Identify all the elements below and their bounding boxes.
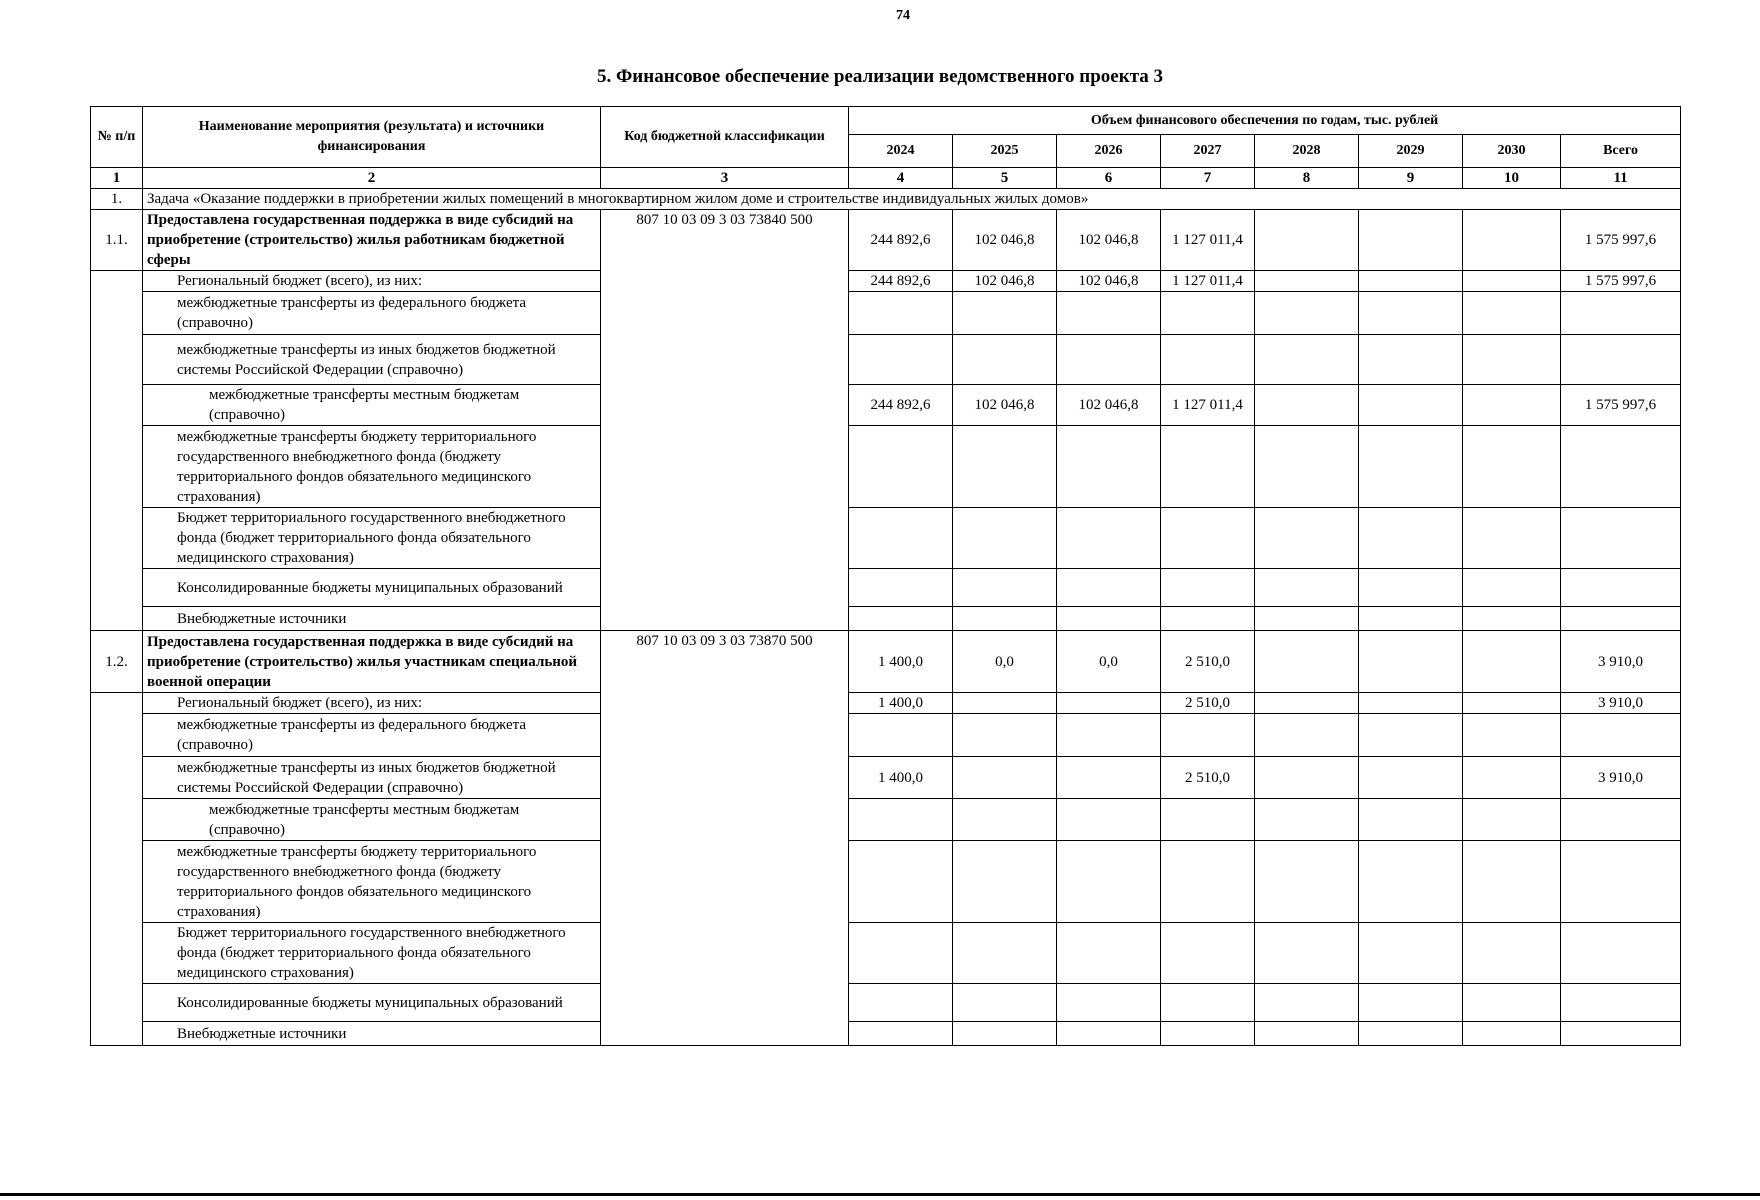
value-cell: [849, 984, 953, 1022]
value-cell: [1463, 693, 1561, 714]
value-cell: 244 892,6: [849, 271, 953, 292]
header-year: 2025: [953, 135, 1057, 168]
col-number: 5: [953, 168, 1057, 189]
value-cell: [1463, 607, 1561, 631]
value-cell: [1255, 292, 1359, 335]
value-cell: 1 575 997,6: [1561, 385, 1681, 426]
source-label: Бюджет территориального государственного внебюджетного фонда (бюджет территориального фонда обязательного медицинского страхования): [143, 923, 601, 984]
value-cell: [1255, 569, 1359, 607]
budget-code: 807 10 03 09 3 03 73870 500: [601, 631, 849, 1046]
source-row: [91, 607, 1681, 631]
value-cell: [1561, 1022, 1681, 1046]
value-cell: [849, 1022, 953, 1046]
header-year: 2027: [1161, 135, 1255, 168]
value-cell: [1463, 426, 1561, 508]
header-year: 2028: [1255, 135, 1359, 168]
source-row: [91, 841, 1681, 923]
section-name: Предоставлена государственная поддержка в виде субсидий на приобретение (строительство) жилья работникам бюджетной сферы: [143, 210, 601, 271]
budget-code: 807 10 03 09 3 03 73840 500: [601, 210, 849, 631]
value-cell: [1255, 508, 1359, 569]
source-row: [91, 271, 1681, 292]
value-cell: [1561, 799, 1681, 841]
value-cell: [1057, 508, 1161, 569]
header-year: 2029: [1359, 135, 1463, 168]
value-cell: [953, 508, 1057, 569]
value-cell: [1255, 385, 1359, 426]
source-label: Региональный бюджет (всего), из них:: [143, 693, 601, 714]
value-cell: 1 127 011,4: [1161, 271, 1255, 292]
value-cell: [849, 799, 953, 841]
source-label: Консолидированные бюджеты муниципальных образований: [143, 569, 601, 607]
value-cell: 0,0: [953, 631, 1057, 693]
source-row: [91, 984, 1681, 1022]
value-cell: [1463, 984, 1561, 1022]
value-cell: [1359, 292, 1463, 335]
value-cell: [1463, 714, 1561, 757]
value-cell: 102 046,8: [953, 385, 1057, 426]
section-num: 1.2.: [91, 631, 143, 693]
value-cell: [953, 292, 1057, 335]
value-cell: [953, 607, 1057, 631]
value-cell: [1057, 1022, 1161, 1046]
value-cell: 1 127 011,4: [1161, 210, 1255, 271]
source-label: Региональный бюджет (всего), из них:: [143, 271, 601, 292]
value-cell: [1463, 385, 1561, 426]
value-cell: [1161, 1022, 1255, 1046]
header-code: Код бюджетной классификации: [601, 107, 849, 168]
value-cell: [1561, 569, 1681, 607]
value-cell: [1057, 923, 1161, 984]
value-cell: [1359, 271, 1463, 292]
section-num: 1.1.: [91, 210, 143, 271]
value-cell: [1463, 292, 1561, 335]
task-text: Задача «Оказание поддержки в приобретении жилых помещений в многоквартирном жилом доме и строительстве индивидуальных жилых домов»: [143, 189, 1681, 210]
value-cell: [953, 714, 1057, 757]
value-cell: [1463, 757, 1561, 799]
value-cell: [1561, 714, 1681, 757]
value-cell: [1255, 799, 1359, 841]
value-cell: [1561, 335, 1681, 385]
value-cell: 0,0: [1057, 631, 1161, 693]
page-number: 74: [896, 8, 910, 23]
value-cell: [1463, 271, 1561, 292]
value-cell: [1057, 607, 1161, 631]
value-cell: [1359, 841, 1463, 923]
value-cell: [1255, 693, 1359, 714]
value-cell: [1463, 1022, 1561, 1046]
value-cell: 1 575 997,6: [1561, 271, 1681, 292]
value-cell: 102 046,8: [1057, 271, 1161, 292]
value-cell: [1161, 335, 1255, 385]
value-cell: [1561, 508, 1681, 569]
value-cell: [1561, 984, 1681, 1022]
value-cell: [1255, 426, 1359, 508]
value-cell: 102 046,8: [953, 210, 1057, 271]
header-volume: Объем финансового обеспечения по годам, тыс. рублей: [849, 107, 1681, 135]
value-cell: [1359, 508, 1463, 569]
header-year: 2026: [1057, 135, 1161, 168]
value-cell: [1561, 426, 1681, 508]
source-label: межбюджетные трансферты из иных бюджетов бюджетной системы Российской Федерации (справочно): [143, 757, 601, 799]
source-label: межбюджетные трансферты из иных бюджетов бюджетной системы Российской Федерации (справочно): [143, 335, 601, 385]
value-cell: [1463, 923, 1561, 984]
value-cell: [953, 569, 1057, 607]
source-row: [91, 923, 1681, 984]
source-row: [91, 508, 1681, 569]
source-row: [91, 569, 1681, 607]
value-cell: 244 892,6: [849, 210, 953, 271]
value-cell: 102 046,8: [1057, 210, 1161, 271]
value-cell: 102 046,8: [1057, 385, 1161, 426]
col-number: 8: [1255, 168, 1359, 189]
value-cell: [1057, 569, 1161, 607]
value-cell: [1359, 631, 1463, 693]
value-cell: [1359, 607, 1463, 631]
value-cell: [1359, 714, 1463, 757]
value-cell: 1 400,0: [849, 693, 953, 714]
value-cell: [1359, 1022, 1463, 1046]
value-cell: [1161, 799, 1255, 841]
source-label: Бюджет территориального государственного внебюджетного фонда (бюджет территориального фонда обязательного медицинского страхования): [143, 508, 601, 569]
value-cell: [1161, 508, 1255, 569]
col-number: 4: [849, 168, 953, 189]
source-label: межбюджетные трансферты местным бюджетам (справочно): [143, 799, 601, 841]
value-cell: [1057, 426, 1161, 508]
column-numbers-row: [91, 168, 1681, 189]
value-cell: 1 400,0: [849, 757, 953, 799]
header-year: 2030: [1463, 135, 1561, 168]
value-cell: [1255, 271, 1359, 292]
source-label: межбюджетные трансферты местным бюджетам (справочно): [143, 385, 601, 426]
source-row: [91, 426, 1681, 508]
value-cell: [1255, 1022, 1359, 1046]
value-cell: [1255, 607, 1359, 631]
value-cell: [1057, 841, 1161, 923]
source-label: Консолидированные бюджеты муниципальных образований: [143, 984, 601, 1022]
value-cell: [1463, 569, 1561, 607]
source-row: [91, 757, 1681, 799]
value-cell: 2 510,0: [1161, 631, 1255, 693]
value-cell: [1359, 984, 1463, 1022]
value-cell: [1359, 923, 1463, 984]
value-cell: [1561, 923, 1681, 984]
value-cell: 1 127 011,4: [1161, 385, 1255, 426]
value-cell: [1255, 984, 1359, 1022]
source-label: межбюджетные трансферты из федерального бюджета (справочно): [143, 292, 601, 335]
value-cell: [1161, 984, 1255, 1022]
section-row: [91, 210, 1681, 271]
value-cell: [1561, 841, 1681, 923]
value-cell: [1255, 757, 1359, 799]
value-cell: [953, 984, 1057, 1022]
value-cell: [1359, 426, 1463, 508]
value-cell: [1255, 841, 1359, 923]
value-cell: [953, 841, 1057, 923]
source-row: [91, 799, 1681, 841]
value-cell: [953, 1022, 1057, 1046]
value-cell: 1 400,0: [849, 631, 953, 693]
page-title: 5. Финансовое обеспечение реализации ведомственного проекта 3: [596, 66, 1164, 87]
value-cell: [1161, 714, 1255, 757]
task-num: 1.: [91, 189, 143, 210]
value-cell: [1255, 210, 1359, 271]
value-cell: [849, 569, 953, 607]
value-cell: [1359, 693, 1463, 714]
source-label: Внебюджетные источники: [143, 607, 601, 631]
value-cell: [1463, 841, 1561, 923]
value-cell: [1057, 984, 1161, 1022]
source-row: [91, 693, 1681, 714]
value-cell: [953, 799, 1057, 841]
value-cell: [1255, 923, 1359, 984]
header-name: Наименование мероприятия (результата) и источники финансирования: [143, 107, 601, 168]
source-row: [91, 1022, 1681, 1046]
value-cell: 244 892,6: [849, 385, 953, 426]
value-cell: [953, 335, 1057, 385]
value-cell: [1463, 799, 1561, 841]
value-cell: [1359, 757, 1463, 799]
value-cell: [1255, 714, 1359, 757]
value-cell: [1161, 292, 1255, 335]
value-cell: [1161, 426, 1255, 508]
col-number: 7: [1161, 168, 1255, 189]
section-name: Предоставлена государственная поддержка в виде субсидий на приобретение (строительство) жилья участникам специальной военной операции: [143, 631, 601, 693]
source-label: межбюджетные трансферты из федерального бюджета (справочно): [143, 714, 601, 757]
source-label: Внебюджетные источники: [143, 1022, 601, 1046]
value-cell: [1463, 210, 1561, 271]
value-cell: [1359, 335, 1463, 385]
blank-num-cell: [91, 693, 143, 1046]
value-cell: [849, 508, 953, 569]
value-cell: 2 510,0: [1161, 757, 1255, 799]
value-cell: [953, 757, 1057, 799]
value-cell: [1561, 292, 1681, 335]
value-cell: [1161, 841, 1255, 923]
value-cell: [1255, 335, 1359, 385]
source-label: межбюджетные трансферты бюджету территориального государственного внебюджетного фонда (бюджету территориального фондов обязательного медицинского страхования): [143, 841, 601, 923]
value-cell: [849, 607, 953, 631]
col-number: 10: [1463, 168, 1561, 189]
value-cell: [1359, 799, 1463, 841]
bottom-rule: [0, 1193, 1760, 1196]
value-cell: [953, 426, 1057, 508]
value-cell: 102 046,8: [953, 271, 1057, 292]
section-row: [91, 631, 1681, 693]
header-year: 2024: [849, 135, 953, 168]
value-cell: [1161, 607, 1255, 631]
value-cell: [1057, 799, 1161, 841]
value-cell: [849, 426, 953, 508]
value-cell: [1161, 923, 1255, 984]
col-number: 6: [1057, 168, 1161, 189]
value-cell: [1359, 385, 1463, 426]
col-number: 11: [1561, 168, 1681, 189]
header-total: Всего: [1561, 135, 1681, 168]
value-cell: [849, 841, 953, 923]
value-cell: [1561, 607, 1681, 631]
header-num: № п/п: [91, 107, 143, 168]
value-cell: [1463, 335, 1561, 385]
source-row: [91, 385, 1681, 426]
financing-table: [90, 106, 1681, 1046]
value-cell: [1057, 757, 1161, 799]
col-number: 1: [91, 168, 143, 189]
col-number: 3: [601, 168, 849, 189]
value-cell: [1463, 631, 1561, 693]
value-cell: [849, 292, 953, 335]
value-cell: [953, 923, 1057, 984]
blank-num-cell: [91, 271, 143, 631]
source-row: [91, 292, 1681, 335]
value-cell: [1463, 508, 1561, 569]
value-cell: 3 910,0: [1561, 757, 1681, 799]
value-cell: [1057, 335, 1161, 385]
source-row: [91, 714, 1681, 757]
task-row: [91, 189, 1681, 210]
col-number: 2: [143, 168, 601, 189]
value-cell: [1255, 631, 1359, 693]
value-cell: 2 510,0: [1161, 693, 1255, 714]
value-cell: [1359, 569, 1463, 607]
value-cell: [849, 923, 953, 984]
value-cell: 3 910,0: [1561, 631, 1681, 693]
value-cell: [1057, 693, 1161, 714]
value-cell: [849, 714, 953, 757]
value-cell: [1161, 569, 1255, 607]
value-cell: [849, 335, 953, 385]
value-cell: 1 575 997,6: [1561, 210, 1681, 271]
value-cell: [1359, 210, 1463, 271]
col-number: 9: [1359, 168, 1463, 189]
value-cell: [1057, 292, 1161, 335]
source-row: [91, 335, 1681, 385]
source-label: межбюджетные трансферты бюджету территориального государственного внебюджетного фонда (бюджету территориального фондов обязательного медицинского страхования): [143, 426, 601, 508]
value-cell: 3 910,0: [1561, 693, 1681, 714]
value-cell: [1057, 714, 1161, 757]
value-cell: [953, 693, 1057, 714]
